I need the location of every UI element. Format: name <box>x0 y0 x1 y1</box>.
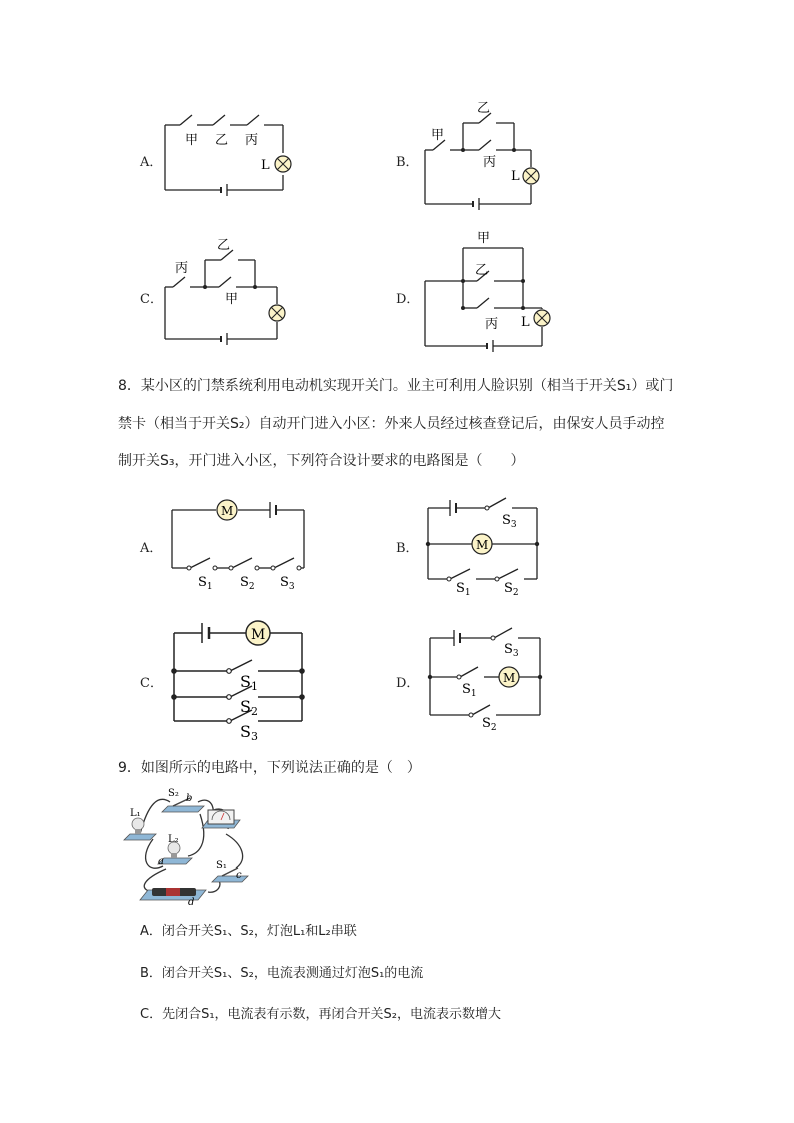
q8-option-c-circuit <box>164 615 314 745</box>
label-s3: S3 <box>240 722 258 743</box>
lamp-icon <box>523 168 539 184</box>
q7-option-a-letter: A． <box>140 155 163 170</box>
q8-option-a-letter: A． <box>140 541 163 556</box>
label-s1: S1 <box>240 672 258 693</box>
q7-option-d-letter: D． <box>396 292 420 307</box>
bulb-l1-icon <box>124 818 156 840</box>
q9-choice-a[interactable]: A．闭合开关S₁、S₂，灯泡L₁和L₂串联 <box>140 924 357 939</box>
svg-text:M: M <box>251 627 266 643</box>
label-s3: $S_3$ <box>280 575 295 592</box>
label-lamp: L <box>511 169 520 184</box>
label-yi: 乙 <box>217 238 231 253</box>
q8-option-b-circuit <box>418 488 553 598</box>
label-l1: L₁ <box>130 808 141 819</box>
label-jia: 甲 <box>477 231 491 246</box>
svg-text:M: M <box>221 504 234 518</box>
q7-option-b-letter: B． <box>396 155 419 170</box>
label-bing: 丙 <box>175 261 189 276</box>
motor-icon <box>246 621 270 645</box>
label-s3: $S_3$ <box>502 513 517 530</box>
label-s3: $S_3$ <box>504 642 519 659</box>
label-s2: $S_2$ <box>504 581 519 598</box>
label-jia: 甲 <box>185 133 199 148</box>
q9-stem: 9．如图所示的电路中，下列说法正确的是（ ） <box>118 760 421 776</box>
label-s1: $S_1$ <box>198 575 213 592</box>
label-s2: $S_2$ <box>240 575 255 592</box>
label-s2: S2 <box>240 697 258 718</box>
battery-icon <box>140 888 206 900</box>
switch-s2-icon <box>162 798 204 812</box>
label-lamp: L <box>521 315 530 330</box>
label-c: c <box>236 870 242 881</box>
q8-option-d-circuit <box>420 623 555 733</box>
ammeter-icon <box>202 810 240 828</box>
label-yi: 乙 <box>477 101 491 116</box>
q7-option-a-circuit <box>155 105 305 215</box>
label-s1: $S_1$ <box>462 682 477 699</box>
label-s2: S₂ <box>168 788 179 799</box>
label-b: b <box>186 793 193 804</box>
label-yi: 乙 <box>475 263 489 278</box>
label-bing: 丙 <box>485 317 499 332</box>
label-bing: 丙 <box>245 133 259 148</box>
q7-option-b-circuit <box>415 98 565 218</box>
motor-icon <box>217 500 237 520</box>
svg-text:M: M <box>503 671 516 685</box>
label-yi: 乙 <box>215 133 229 148</box>
label-jia: 甲 <box>225 292 239 307</box>
lamp-icon <box>275 156 291 172</box>
motor-icon <box>472 534 492 554</box>
q8-stem-line-2: 禁卡（相当于开关S₂）自动开门进入小区：外来人员经过核查登记后，由保安人员手动控 <box>118 416 665 432</box>
label-a: a <box>158 856 164 867</box>
q7-option-c-circuit <box>155 235 305 350</box>
label-d: d <box>188 897 195 906</box>
svg-text:M: M <box>476 538 489 552</box>
q8-stem-line-1: 8．某小区的门禁系统利用电动机实现开关门。业主可利用人脸识别（相当于开关S₁）或门 <box>118 378 674 394</box>
q9-choice-b[interactable]: B．闭合开关S₁、S₂，电流表测通过灯泡S₁的电流 <box>140 966 424 981</box>
motor-icon <box>499 667 519 687</box>
q8-option-a-circuit <box>160 492 320 592</box>
label-jia: 甲 <box>431 128 445 143</box>
q9-choice-c[interactable]: C．先闭合S₁，电流表有示数，再闭合开关S₂，电流表示数增大 <box>140 1007 502 1022</box>
q9-circuit-photo <box>118 784 263 906</box>
q7-option-c-letter: C． <box>140 292 163 307</box>
q8-option-b-letter: B． <box>396 541 419 556</box>
label-s1: S₁ <box>216 860 227 871</box>
lamp-icon <box>534 310 550 326</box>
q8-stem-line-3: 制开关S₃，开门进入小区，下列符合设计要求的电路图是（ ） <box>118 453 525 469</box>
q8-option-d-letter: D． <box>396 676 420 691</box>
q8-option-c-letter: C． <box>140 676 163 691</box>
label-lamp: L <box>261 158 270 173</box>
lamp-icon <box>269 305 285 321</box>
label-l2: L₂ <box>168 834 179 845</box>
label-s2: $S_2$ <box>482 716 497 733</box>
label-bing: 丙 <box>483 155 497 170</box>
q7-option-d-circuit <box>415 228 565 358</box>
label-s1: $S_1$ <box>456 581 471 598</box>
